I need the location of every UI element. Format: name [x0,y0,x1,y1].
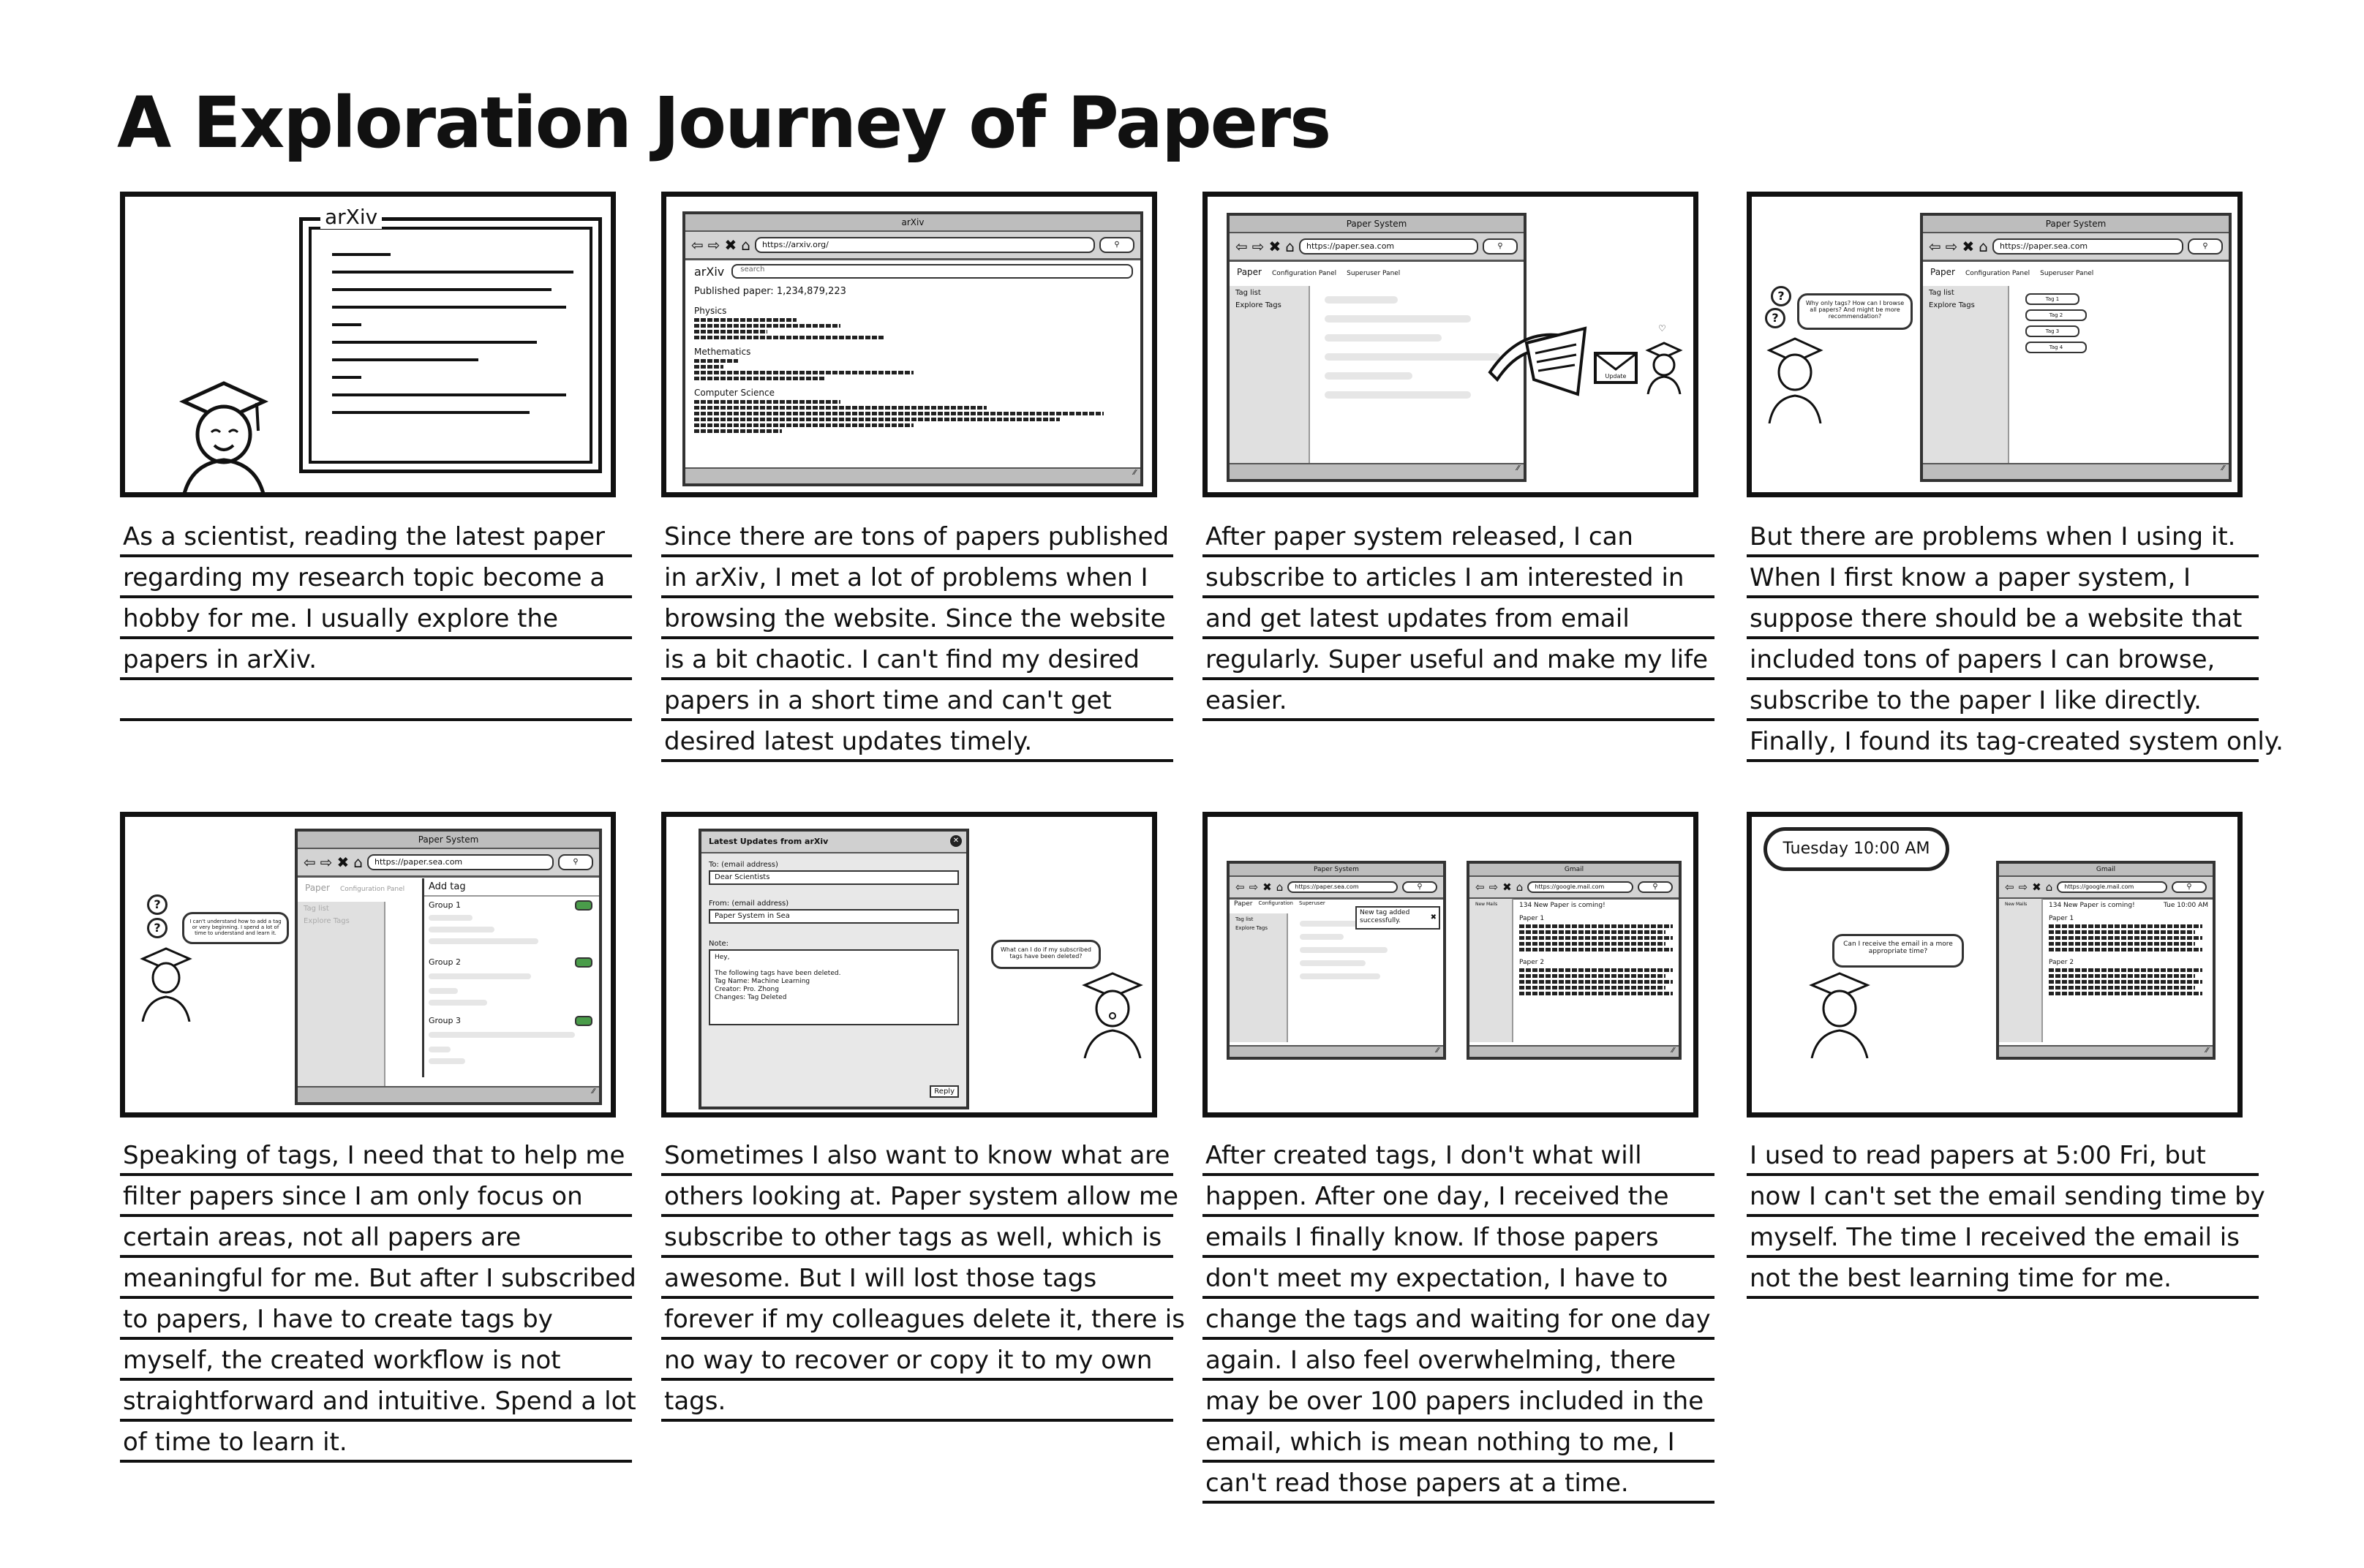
cat-physics[interactable]: Physics [694,306,727,316]
flying-papers-icon [1483,321,1592,402]
mail-heading: 134 New Paper is coming! [1519,902,1606,909]
forward-icon[interactable]: ⇨ [1249,881,1259,894]
sidebar [1999,899,2043,1042]
arxiv-brand: arXiv [694,264,725,279]
gmail-browser [1467,861,1682,1060]
question-icon: ? [147,918,167,938]
published-count: Published paper: 1,234,879,223 [694,286,846,297]
to-field[interactable]: Dear Scientists [709,870,959,885]
from-field[interactable]: Paper System in Sea [709,909,959,924]
close-icon[interactable]: ✖ [1430,913,1437,921]
menu-superuser[interactable]: Superuser Panel [2040,270,2094,277]
note-field[interactable]: Hey, The following tags have been deleted. Tag Name: Machine Learning Creator: Pro. Zhong Changes: Tag Deleted [709,949,959,1025]
tag-chip[interactable]: Tag 3 [2025,325,2079,337]
menu-paper[interactable]: Paper [1237,267,1262,277]
menu-config[interactable]: Configuration Panel [339,886,405,893]
scientist-icon [169,380,279,497]
paper-system-browser [1227,861,1446,1060]
group-1-toggle[interactable] [575,900,592,911]
sidebar [298,902,385,1088]
forward-icon[interactable]: ⇨ [320,853,333,871]
home-icon[interactable]: ⌂ [1285,238,1295,255]
sidebar-explore-tags[interactable]: Explore Tags [1235,925,1268,931]
sidebar-new-mails[interactable]: New Mails [1475,902,1498,907]
compose-header: Latest Updates from arXiv ✕ [701,832,966,853]
back-icon[interactable]: ⇦ [691,236,704,254]
search-icon[interactable]: ⚲ [2172,881,2207,893]
panel-8 [1747,812,2243,1117]
close-icon[interactable]: ✖ [1268,238,1281,255]
envelope-icon: Update [1594,352,1638,384]
mail-date: Tue 10:00 AM [2164,902,2208,909]
search-icon[interactable]: ⚲ [558,854,593,870]
scientist-icon [1076,963,1149,1058]
arxiv-browser [682,211,1143,486]
note-label: Note: [709,940,729,948]
search-input[interactable]: search [731,264,1133,279]
menu-config[interactable]: Configuration [1258,900,1293,906]
group-2: Group 2 [429,957,461,967]
time-badge: Tuesday 10:00 AM [1763,827,1949,871]
text-lines [332,253,573,429]
sidebar-tag-list[interactable]: Tag list [1235,289,1261,297]
close-icon[interactable]: ✖ [2032,881,2041,894]
search-icon[interactable]: ⚲ [1402,881,1437,893]
sidebar-tag-list[interactable]: Tag list [304,905,329,913]
tag-chip[interactable]: Tag 2 [2025,309,2087,321]
window-title: Gmail [1469,864,1679,877]
nav-bar [1230,233,1524,262]
paper-2-label: Paper 2 [2049,959,2074,966]
close-icon[interactable]: ✖ [336,853,350,871]
sidebar-tag-list[interactable]: Tag list [1235,916,1254,922]
close-icon[interactable]: ✕ [950,835,962,847]
close-icon[interactable]: ✖ [1262,881,1272,894]
sidebar [1230,286,1310,464]
nav-bar [1230,877,1443,900]
close-icon[interactable]: ✖ [1502,881,1512,894]
menu-config[interactable]: Configuration Panel [1965,270,2030,277]
reply-button[interactable]: Reply [930,1085,959,1098]
back-icon[interactable]: ⇦ [1475,881,1485,894]
group-3-toggle[interactable] [575,1016,592,1026]
back-icon[interactable]: ⇦ [1235,881,1245,894]
menu-superuser[interactable]: Superuser [1298,900,1325,906]
status-bar: ⁄⁄ [1469,1045,1679,1057]
url-field[interactable]: https://google.mail.com [1527,881,1633,893]
sidebar-explore-tags[interactable]: Explore Tags [304,917,350,925]
question-icon: ? [1765,308,1785,328]
back-icon[interactable]: ⇦ [304,853,316,871]
nav-bar [685,232,1140,260]
cat-math[interactable]: Methematics [694,347,751,357]
panel-4 [1747,192,2243,497]
back-icon[interactable]: ⇦ [1235,238,1248,255]
paper-1-label: Paper 1 [2049,915,2074,922]
home-icon[interactable]: ⌂ [2045,881,2053,894]
panel-5 [120,812,616,1117]
sidebar-explore-tags[interactable]: Explore Tags [1929,301,1975,309]
nav-bar [1469,877,1679,900]
close-icon[interactable]: ✖ [724,236,737,254]
paper-system-browser [1920,213,2232,482]
search-icon[interactable]: ⚲ [1483,238,1518,255]
status-bar: ⁄⁄ [1923,463,2229,479]
sidebar [1469,899,1513,1042]
panel-7 [1202,812,1698,1117]
arxiv-label: arXiv [320,205,382,229]
window-title: arXiv [685,214,1140,232]
email-compose-window [699,829,969,1109]
panel-1 [120,192,616,497]
scientist-icon [137,941,195,1022]
forward-icon[interactable]: ⇨ [1251,238,1265,255]
menu-paper[interactable]: Paper [305,883,330,893]
mail-heading: 134 New Paper is coming! [2049,902,2135,909]
arxiv-paper-sheet [299,205,602,473]
back-icon[interactable]: ⇦ [1929,238,1941,255]
add-tag-title: Add tag [424,878,600,897]
window-title: Paper System [1230,216,1524,233]
url-field[interactable]: https://paper.sea.com [1287,881,1398,893]
home-icon[interactable]: ⌂ [1979,238,1988,255]
svg-text:♡: ♡ [1658,323,1666,333]
status-bar: ⁄⁄ [298,1086,599,1102]
caption-8: I used to read papers at 5:00 Fri, but now I can't set the email sending time by myself. The time I received the email is not the best learning time for me. [1747,1135,2259,1299]
window-title: Paper System [298,832,599,849]
close-icon[interactable]: ✖ [1962,238,1975,255]
status-bar: ⁄⁄ [685,467,1140,483]
url-field[interactable]: https://arxiv.org/ [755,237,1095,253]
caption-7: After created tags, I don't what will happen. After one day, I received the emails I finally know. If those papers don't meet my expectation, I have to change the tags and waiting for one day again. I also feel overwhelming, there may be over 100 papers included in the email, which is mean nothing to me, I can't read those papers at a time. [1202,1135,1714,1504]
search-icon[interactable]: ⚲ [1638,881,1673,893]
gmail-browser [1996,861,2216,1060]
home-icon[interactable]: ⌂ [353,853,363,871]
tag-chip[interactable]: Tag 4 [2025,342,2087,353]
sidebar-tag-list[interactable]: Tag list [1929,289,1954,297]
sidebar-explore-tags[interactable]: Explore Tags [1235,301,1281,309]
menu-paper[interactable]: Paper [1234,900,1253,908]
menu-superuser[interactable]: Superuser Panel [1347,270,1401,277]
to-label: To: (email address) [709,861,778,869]
speech-bubble: Can I receive the email in a more appropriate time? [1832,934,1964,968]
status-bar: ⁄⁄ [1999,1045,2213,1057]
url-field[interactable]: https://google.mail.com [2057,881,2167,893]
menu-paper[interactable]: Paper [1930,267,1955,277]
panel-6 [661,812,1157,1117]
tag-chip[interactable]: Tag 1 [2025,293,2079,305]
group-2-toggle[interactable] [575,957,592,968]
caption-2: Since there are tons of papers published in arXiv, I met a lot of problems when I browsing the website. Since the website is a bit chaotic. I can't find my desired papers in a short time and can't get desired latest updates timely. [661,516,1173,762]
page-title: A Exploration Journey of Papers [117,82,1330,164]
question-icon: ? [147,894,167,915]
caption-5: Speaking of tags, I need that to help me filter papers since I am only focus on certain areas, not all papers are meaningful for me. But after I subscribed to papers, I have to create tags by myself, the created workflow is not straightforward and intuitive. Spend a lot of time to learn it. [120,1135,632,1463]
caption-1: As a scientist, reading the latest paper regarding my research topic become a hobby for me. I usually explore the papers in arXiv. [120,516,632,721]
speech-bubble: What can I do if my subscribed tags have been deleted? [991,940,1101,969]
forward-icon[interactable]: ⇨ [2018,881,2028,894]
window-title: Paper System [1230,864,1443,877]
home-icon[interactable]: ⌂ [1276,881,1284,894]
speech-bubble: I can't understand how to add a tag or very beginning. I spend a lot of time to understand and learn it. [182,912,289,944]
paper-system-browser [295,829,602,1105]
sidebar [1923,286,2009,464]
caption-6: Sometimes I also want to know what are others looking at. Paper system allow me subscribe to other tags as well, which is awesome. But I will lost those tags forever if my colleagues delete it, there is no way to recover or copy it to my own tags. [661,1135,1173,1422]
url-field[interactable]: https://paper.sea.com [1299,238,1478,255]
paper-1-label: Paper 1 [1519,915,1545,922]
panel-3 [1202,192,1698,497]
scientist-icon [1642,321,1686,394]
nav-bar [298,849,599,878]
scientist-icon [1762,328,1828,423]
paper-2-label: Paper 2 [1519,959,1545,966]
from-label: From: (email address) [709,900,789,908]
scientist-icon [1803,963,1876,1058]
search-icon[interactable]: ⚲ [1099,237,1134,253]
url-field[interactable]: https://paper.sea.com [367,854,554,870]
window-title: Paper System [1923,216,2229,233]
panel-2 [661,192,1157,497]
question-icon: ? [1771,286,1791,306]
forward-icon[interactable]: ⇨ [1488,881,1499,894]
speech-bubble: Why only tags? How can I browse all papers? And might be more recommendation? [1797,293,1913,330]
group-1: Group 1 [429,900,461,910]
home-icon[interactable]: ⌂ [741,236,750,254]
caption-4: But there are problems when I using it. When I first know a paper system, I suppose there should be a website that included tons of papers I can browse, subscribe to the paper I like directly. Finally, I found its tag-created system only. [1747,516,2259,762]
caption-3: After paper system released, I can subscribe to articles I am interested in and get latest updates from email regularly. Super useful and make my life easier. [1202,516,1714,721]
window-title: Gmail [1999,864,2213,877]
back-icon[interactable]: ⇦ [2005,881,2014,894]
nav-bar [1923,233,2229,262]
home-icon[interactable]: ⌂ [1516,881,1524,894]
forward-icon[interactable]: ⇨ [707,236,720,254]
status-bar: ⁄⁄ [1230,463,1524,479]
toast-notification: New tag added successfully. ✖ [1355,906,1440,930]
search-icon[interactable]: ⚲ [2188,238,2223,255]
url-field[interactable]: https://paper.sea.com [1992,238,2183,255]
nav-bar [1999,877,2213,900]
group-3: Group 3 [429,1016,461,1025]
sidebar-new-mails[interactable]: New Mails [2005,902,2028,907]
forward-icon[interactable]: ⇨ [1945,238,1958,255]
paper-system-browser [1227,213,1527,482]
sidebar [1230,913,1288,1042]
cat-cs[interactable]: Computer Science [694,388,775,398]
add-tag-dialog [422,878,600,1077]
status-bar: ⁄⁄ [1230,1045,1443,1057]
menu-config[interactable]: Configuration Panel [1271,270,1337,277]
